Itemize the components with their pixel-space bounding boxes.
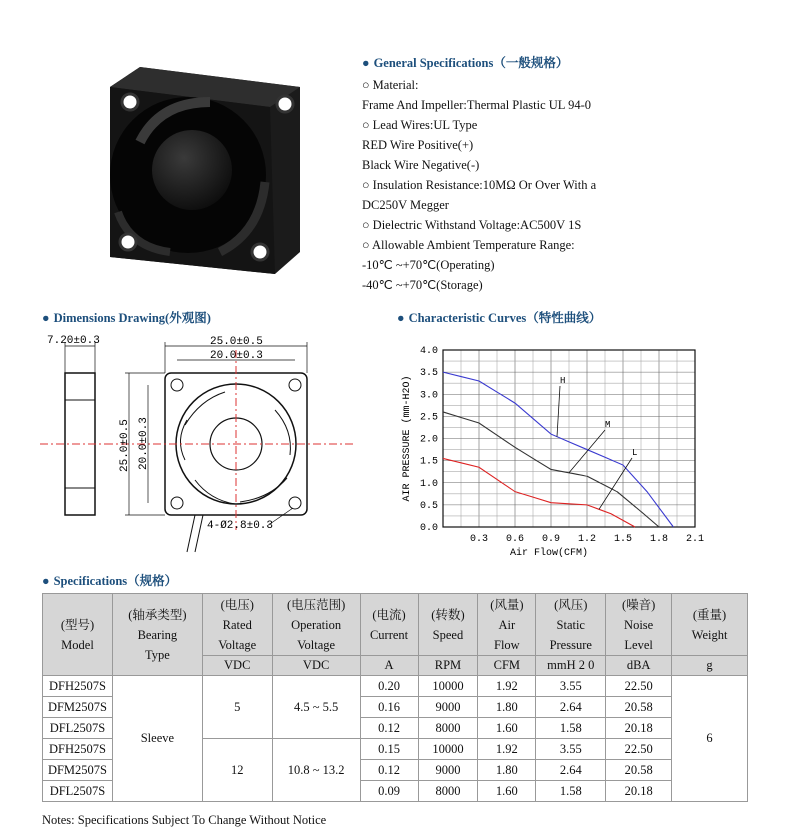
chart-y-tick-label: 3.5 <box>419 368 438 380</box>
cell-model: DFH2507S <box>43 739 113 760</box>
cell-current: 0.12 <box>360 760 418 781</box>
cell-speed: 8000 <box>418 718 478 739</box>
spec-line: Frame And Impeller:Thermal Plastic UL 94-0 <box>362 98 591 112</box>
cell-speed: 8000 <box>418 781 478 802</box>
cell-voltage: 5 <box>202 676 272 739</box>
outer-width-label: 25.0±0.5 <box>210 336 263 348</box>
dimensions-drawing <box>35 330 365 565</box>
cell-noise: 20.58 <box>606 697 672 718</box>
spec-line: ○ Dielectric Withstand Voltage:AC500V 1S <box>362 218 582 232</box>
cell-noise: 20.18 <box>606 718 672 739</box>
cell-airflow: 1.92 <box>478 739 536 760</box>
unit-speed: RPM <box>418 656 478 676</box>
cell-airflow: 1.80 <box>478 697 536 718</box>
cell-op-range: 4.5 ~ 5.5 <box>272 676 360 739</box>
chart-y-tick-label: 2.0 <box>419 434 438 446</box>
general-spec-heading: ● General Specifications（一般规格） <box>362 56 569 70</box>
chart-y-tick-label: 0.5 <box>419 500 438 512</box>
chart-y-tick-label: 1.5 <box>419 456 438 468</box>
cell-speed: 9000 <box>418 760 478 781</box>
bullet-icon: ● <box>397 311 405 325</box>
header-model: (型号) Model <box>43 594 113 676</box>
outer-height-label: 25.0±0.5 <box>119 419 131 472</box>
spec-line: Black Wire Negative(-) <box>362 158 480 172</box>
cell-model: DFM2507S <box>43 697 113 718</box>
header-noise: (噪音) Noise Level <box>606 594 672 656</box>
dimensions-heading: ● Dimensions Drawing(外观图) <box>42 311 211 325</box>
characteristic-heading: ● Characteristic Curves（特性曲线） <box>397 311 602 325</box>
spec-line: ○ Material: <box>362 78 419 92</box>
chart-series-line-L <box>443 458 635 527</box>
unit-op-range: VDC <box>272 656 360 676</box>
chart-y-axis-label: AIR PRESSURE (mm-H2O) <box>402 375 413 502</box>
chart-y-tick-label: 3.0 <box>419 390 438 402</box>
unit-noise: dBA <box>606 656 672 676</box>
characteristic-chart <box>395 335 725 565</box>
spec-line: RED Wire Positive(+) <box>362 138 474 152</box>
chart-series-pointer <box>599 458 632 509</box>
chart-y-tick-label: 0.0 <box>419 523 438 534</box>
cell-noise: 20.18 <box>606 781 672 802</box>
cell-noise: 22.50 <box>606 739 672 760</box>
cell-pressure: 1.58 <box>536 718 606 739</box>
cell-pressure: 3.55 <box>536 676 606 697</box>
unit-airflow: CFM <box>478 656 536 676</box>
cell-current: 0.15 <box>360 739 418 760</box>
chart-x-tick-label: 1.8 <box>649 534 669 545</box>
chart-y-tick-label: 4.0 <box>419 346 438 357</box>
bullet-icon: ● <box>362 56 370 70</box>
header-voltage: (电压) Rated Voltage <box>202 594 272 656</box>
chart-y-tick-label: 1.0 <box>419 478 438 490</box>
chart-x-tick-label: 0.9 <box>541 534 561 545</box>
cell-airflow: 1.92 <box>478 676 536 697</box>
cell-speed: 10000 <box>418 676 478 697</box>
chart-x-tick-label: 1.5 <box>613 534 633 545</box>
chart-x-tick-label: 1.2 <box>577 534 597 545</box>
spec-line: ○ Insulation Resistance:10MΩ Or Over With a <box>362 178 597 192</box>
header-airflow: (风量) Air Flow <box>478 594 536 656</box>
general-spec-list <box>362 75 782 295</box>
chart-series-label: M <box>605 420 611 430</box>
cell-current: 0.16 <box>360 697 418 718</box>
cell-pressure: 2.64 <box>536 697 606 718</box>
cell-noise: 22.50 <box>606 676 672 697</box>
cell-model: DFH2507S <box>43 676 113 697</box>
unit-weight: g <box>672 656 748 676</box>
table-row <box>43 676 748 697</box>
bullet-icon: ● <box>42 311 50 325</box>
chart-x-tick-label: 0.6 <box>505 534 525 545</box>
cell-op-range: 10.8 ~ 13.2 <box>272 739 360 802</box>
cell-pressure: 1.58 <box>536 781 606 802</box>
cell-model: DFM2507S <box>43 760 113 781</box>
side-width-label: 7.20±0.3 <box>47 335 100 347</box>
spec-line: -10℃ ~+70℃(Operating) <box>362 258 495 272</box>
spec-line: DC250V Megger <box>362 198 449 212</box>
unit-current: A <box>360 656 418 676</box>
cell-weight: 6 <box>672 676 748 802</box>
cell-bearing: Sleeve <box>112 676 202 802</box>
chart-series-label: L <box>632 448 638 458</box>
specifications-heading: ● Specifications（规格） <box>42 574 178 588</box>
cell-model: DFL2507S <box>43 781 113 802</box>
chart-x-tick-label: 0.3 <box>469 534 489 545</box>
spec-line: -40℃ ~+70℃(Storage) <box>362 278 483 292</box>
bullet-icon: ● <box>42 574 50 588</box>
spec-line: ○ Lead Wires:UL Type <box>362 118 478 132</box>
header-pressure: (风压) Static Pressure <box>536 594 606 656</box>
header-weight: (重量) Weight <box>672 594 748 656</box>
header-op-range: (电压范围) Operation Voltage <box>272 594 360 656</box>
cell-airflow: 1.80 <box>478 760 536 781</box>
header-current: (电流) Current <box>360 594 418 656</box>
notes-text: Notes: Specifications Subject To Change Without Notice <box>42 813 327 827</box>
chart-y-tick-label: 2.5 <box>419 412 438 424</box>
chart-series-pointer <box>557 386 560 437</box>
cell-pressure: 2.64 <box>536 760 606 781</box>
cell-airflow: 1.60 <box>478 718 536 739</box>
chart-series-label: H <box>560 376 566 386</box>
cell-voltage: 12 <box>202 739 272 802</box>
inner-width-label: 20.0±0.3 <box>210 350 263 362</box>
cell-airflow: 1.60 <box>478 781 536 802</box>
chart-x-axis-label: Air Flow(CFM) <box>509 548 589 559</box>
specifications-table <box>42 593 748 802</box>
unit-pressure: mmH 2 0 <box>536 656 606 676</box>
cell-current: 0.09 <box>360 781 418 802</box>
header-speed: (转数) Speed <box>418 594 478 656</box>
inner-height-label: 20.0±0.3 <box>138 417 150 470</box>
chart-x-tick-label: 2.1 <box>685 534 705 545</box>
cell-model: DFL2507S <box>43 718 113 739</box>
cell-speed: 9000 <box>418 697 478 718</box>
spec-line: ○ Allowable Ambient Temperature Range: <box>362 238 575 252</box>
fan-product-photo <box>100 62 305 277</box>
cell-current: 0.12 <box>360 718 418 739</box>
header-bearing: (轴承类型) Bearing Type <box>112 594 202 676</box>
cell-noise: 20.58 <box>606 760 672 781</box>
cell-current: 0.20 <box>360 676 418 697</box>
cell-pressure: 3.55 <box>536 739 606 760</box>
cell-speed: 10000 <box>418 739 478 760</box>
unit-voltage: VDC <box>202 656 272 676</box>
holes-label: 4-Ø2.8±0.3 <box>207 520 274 532</box>
